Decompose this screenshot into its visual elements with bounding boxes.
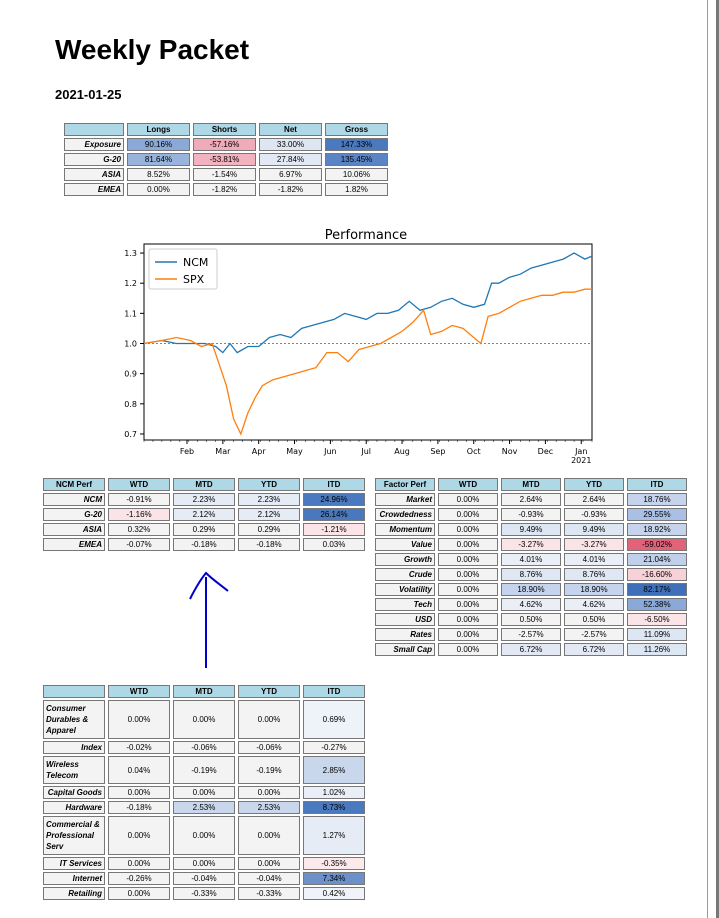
table-cell: 6.97%: [259, 168, 322, 181]
row-label: G-20: [43, 508, 105, 521]
x-tick-label: Feb: [179, 447, 195, 456]
table-cell: -2.57%: [564, 628, 624, 641]
performance-chart: [100, 224, 600, 469]
table-cell: -0.07%: [108, 538, 170, 551]
sector-table: [40, 683, 368, 902]
table-cell: 2.12%: [173, 508, 235, 521]
table-cell: 29.55%: [627, 508, 687, 521]
table-cell: 82.17%: [627, 583, 687, 596]
table-cell: 0.00%: [108, 857, 170, 870]
table-cell: 147.33%: [325, 138, 388, 151]
table-cell: -1.54%: [193, 168, 256, 181]
x-tick-label: Oct: [466, 447, 481, 456]
legend-label: SPX: [183, 273, 205, 286]
table-row: [43, 872, 365, 885]
table-row: [43, 523, 365, 536]
table-cell: 0.00%: [108, 816, 170, 855]
table-cell: 81.64%: [127, 153, 190, 166]
table-row: [375, 568, 687, 581]
row-label: Crude: [375, 568, 435, 581]
table-cell: 11.09%: [627, 628, 687, 641]
table-row: [375, 598, 687, 611]
table-cell: 8.73%: [303, 801, 365, 814]
table-cell: 6.72%: [501, 643, 561, 656]
table-cell: 1.02%: [303, 786, 365, 799]
row-label: Consumer Durables & Apparel: [43, 700, 105, 739]
table-row: [43, 700, 365, 739]
table-cell: 0.32%: [108, 523, 170, 536]
table-cell: 9.49%: [501, 523, 561, 536]
table-cell: -0.04%: [238, 872, 300, 885]
table-cell: 0.00%: [238, 816, 300, 855]
table-row: [43, 786, 365, 799]
column-header: Longs: [127, 123, 190, 136]
column-header: YTD: [564, 478, 624, 491]
table-row: [375, 553, 687, 566]
row-label: Small Cap: [375, 643, 435, 656]
table-header-row: [375, 478, 687, 491]
table-row: [43, 801, 365, 814]
table-cell: 10.06%: [325, 168, 388, 181]
table-header-row: [43, 478, 365, 491]
table-cell: -0.02%: [108, 741, 170, 754]
column-header: ITD: [627, 478, 687, 491]
table-cell: -0.06%: [238, 741, 300, 754]
table-cell: 2.64%: [564, 493, 624, 506]
table-cell: 0.00%: [108, 786, 170, 799]
table-cell: 0.00%: [438, 523, 498, 536]
table-cell: 2.12%: [238, 508, 300, 521]
row-label: Crowdedness: [375, 508, 435, 521]
table-cell: -57.16%: [193, 138, 256, 151]
x-tick-label: Apr: [251, 447, 266, 456]
table-cell: -0.33%: [173, 887, 235, 900]
table-row: [43, 741, 365, 754]
row-label: USD: [375, 613, 435, 626]
table-cell: -0.26%: [108, 872, 170, 885]
table-cell: 52.38%: [627, 598, 687, 611]
row-label: Internet: [43, 872, 105, 885]
table-cell: 0.00%: [438, 583, 498, 596]
table-cell: -59.02%: [627, 538, 687, 551]
table-cell: 2.64%: [501, 493, 561, 506]
table-row: [64, 138, 388, 151]
table-cell: 1.27%: [303, 816, 365, 855]
y-tick-label: 1.0: [124, 339, 137, 349]
x-tick-label: 2021: [571, 456, 592, 465]
table-cell: 0.00%: [127, 183, 190, 196]
table-cell: 26.14%: [303, 508, 365, 521]
table-cell: -3.27%: [501, 538, 561, 551]
row-label: EMEA: [64, 183, 124, 196]
table-cell: -1.82%: [259, 183, 322, 196]
row-label: Hardware: [43, 801, 105, 814]
table-cell: 8.76%: [564, 568, 624, 581]
table-cell: 2.85%: [303, 756, 365, 784]
table-cell: 0.03%: [303, 538, 365, 551]
table-cell: 8.76%: [501, 568, 561, 581]
x-tick-label: Aug: [394, 447, 410, 456]
table-row: [375, 613, 687, 626]
table-cell: 4.01%: [501, 553, 561, 566]
row-label: Volatility: [375, 583, 435, 596]
ncm-perf-table: [40, 476, 368, 553]
table-cell: 0.00%: [438, 598, 498, 611]
table-cell: 1.82%: [325, 183, 388, 196]
column-header: ITD: [303, 478, 365, 491]
table-cell: 6.72%: [564, 643, 624, 656]
table-cell: -0.19%: [173, 756, 235, 784]
row-label: Wireless Telecom: [43, 756, 105, 784]
row-label: Retailing: [43, 887, 105, 900]
column-header: WTD: [108, 478, 170, 491]
row-label: Momentum: [375, 523, 435, 536]
table-corner: Factor Perf: [375, 478, 435, 491]
table-row: [375, 643, 687, 656]
table-cell: 135.45%: [325, 153, 388, 166]
table-row: [375, 523, 687, 536]
table-header-row: [43, 685, 365, 698]
row-label: Capital Goods: [43, 786, 105, 799]
table-cell: -0.27%: [303, 741, 365, 754]
table-corner: [43, 685, 105, 698]
table-cell: 18.90%: [564, 583, 624, 596]
column-header: MTD: [501, 478, 561, 491]
table-cell: 0.00%: [438, 643, 498, 656]
table-cell: -0.91%: [108, 493, 170, 506]
x-tick-label: Dec: [537, 447, 554, 456]
table-cell: -0.35%: [303, 857, 365, 870]
table-corner: [64, 123, 124, 136]
table-cell: -0.18%: [173, 538, 235, 551]
table-cell: -6.50%: [627, 613, 687, 626]
series-line-spx: [144, 289, 592, 434]
table-cell: 0.00%: [238, 857, 300, 870]
table-cell: 0.00%: [438, 568, 498, 581]
column-header: WTD: [438, 478, 498, 491]
hand-drawn-arrow-up-icon: [170, 565, 240, 675]
table-cell: -1.21%: [303, 523, 365, 536]
exposure-table: [61, 121, 391, 198]
table-cell: 2.23%: [238, 493, 300, 506]
table-cell: 0.00%: [438, 493, 498, 506]
table-cell: 4.01%: [564, 553, 624, 566]
x-tick-label: Jan: [575, 447, 588, 456]
table-cell: 18.90%: [501, 583, 561, 596]
table-row: [64, 168, 388, 181]
table-cell: -1.82%: [193, 183, 256, 196]
table-cell: 33.00%: [259, 138, 322, 151]
page-title: Weekly Packet: [55, 34, 250, 65]
table-row: [43, 538, 365, 551]
table-row: [375, 508, 687, 521]
table-row: [375, 628, 687, 641]
row-label: Value: [375, 538, 435, 551]
row-label: Index: [43, 741, 105, 754]
table-row: [64, 153, 388, 166]
report-date: 2021-01-25: [55, 87, 122, 102]
table-cell: 4.62%: [564, 598, 624, 611]
x-tick-label: Nov: [501, 447, 518, 456]
column-header: YTD: [238, 685, 300, 698]
table-row: [43, 493, 365, 506]
row-label: Tech: [375, 598, 435, 611]
table-cell: 0.00%: [438, 613, 498, 626]
table-cell: 0.29%: [173, 523, 235, 536]
table-cell: 4.62%: [501, 598, 561, 611]
y-tick-label: 1.1: [124, 309, 137, 319]
table-row: [43, 756, 365, 784]
performance-chart-svg: [100, 224, 600, 469]
table-cell: -53.81%: [193, 153, 256, 166]
table-cell: 27.84%: [259, 153, 322, 166]
y-tick-label: 1.3: [124, 249, 137, 259]
table-cell: 0.50%: [501, 613, 561, 626]
table-cell: -3.27%: [564, 538, 624, 551]
table-cell: 8.52%: [127, 168, 190, 181]
table-cell: 0.00%: [238, 700, 300, 739]
table-row: [375, 493, 687, 506]
table-cell: 11.26%: [627, 643, 687, 656]
legend-label: NCM: [183, 256, 209, 269]
table-cell: 0.29%: [238, 523, 300, 536]
table-cell: 0.00%: [173, 816, 235, 855]
factor-perf-table: [372, 476, 690, 658]
row-label: IT Services: [43, 857, 105, 870]
table-cell: 0.00%: [438, 508, 498, 521]
column-header: YTD: [238, 478, 300, 491]
table-cell: 0.00%: [438, 538, 498, 551]
table-cell: -0.19%: [238, 756, 300, 784]
table-cell: 0.00%: [438, 553, 498, 566]
table-cell: 0.00%: [173, 857, 235, 870]
table-cell: 0.69%: [303, 700, 365, 739]
table-corner: NCM Perf: [43, 478, 105, 491]
column-header: ITD: [303, 685, 365, 698]
table-cell: -0.93%: [564, 508, 624, 521]
table-cell: 7.34%: [303, 872, 365, 885]
table-row: [43, 816, 365, 855]
table-cell: 0.50%: [564, 613, 624, 626]
row-label: ASIA: [64, 168, 124, 181]
x-tick-label: Jun: [324, 447, 337, 456]
column-header: WTD: [108, 685, 170, 698]
table-cell: 2.53%: [238, 801, 300, 814]
x-tick-label: Sep: [430, 447, 446, 456]
table-cell: -16.60%: [627, 568, 687, 581]
table-cell: -1.16%: [108, 508, 170, 521]
row-label: Rates: [375, 628, 435, 641]
table-cell: -0.04%: [173, 872, 235, 885]
row-label: Market: [375, 493, 435, 506]
row-label: NCM: [43, 493, 105, 506]
chart-title: Performance: [324, 228, 408, 243]
table-row: [64, 183, 388, 196]
table-cell: 0.00%: [438, 628, 498, 641]
table-cell: 0.00%: [173, 786, 235, 799]
table-cell: 9.49%: [564, 523, 624, 536]
table-cell: -0.06%: [173, 741, 235, 754]
column-header: MTD: [173, 478, 235, 491]
table-cell: 0.00%: [108, 700, 170, 739]
y-tick-label: 1.2: [124, 279, 137, 289]
table-cell: -0.18%: [108, 801, 170, 814]
table-cell: -0.93%: [501, 508, 561, 521]
table-cell: 0.42%: [303, 887, 365, 900]
row-label: Growth: [375, 553, 435, 566]
column-header: Net: [259, 123, 322, 136]
table-cell: 0.00%: [108, 887, 170, 900]
table-cell: 0.04%: [108, 756, 170, 784]
x-tick-label: Jul: [361, 447, 372, 456]
table-header-row: [64, 123, 388, 136]
table-cell: 0.00%: [173, 700, 235, 739]
table-cell: 90.16%: [127, 138, 190, 151]
table-cell: 21.04%: [627, 553, 687, 566]
table-cell: -0.18%: [238, 538, 300, 551]
table-cell: 2.23%: [173, 493, 235, 506]
table-cell: 24.96%: [303, 493, 365, 506]
row-label: Commercial & Professional Serv: [43, 816, 105, 855]
table-cell: 0.00%: [238, 786, 300, 799]
y-tick-label: 0.9: [124, 369, 137, 379]
table-row: [43, 508, 365, 521]
column-header: Shorts: [193, 123, 256, 136]
table-cell: 18.92%: [627, 523, 687, 536]
table-cell: 18.76%: [627, 493, 687, 506]
column-header: Gross: [325, 123, 388, 136]
row-label: EMEA: [43, 538, 105, 551]
table-row: [375, 583, 687, 596]
table-cell: -0.33%: [238, 887, 300, 900]
y-tick-label: 0.7: [124, 429, 137, 439]
table-row: [43, 887, 365, 900]
row-label: G-20: [64, 153, 124, 166]
table-row: [375, 538, 687, 551]
column-header: MTD: [173, 685, 235, 698]
x-tick-label: Mar: [215, 447, 231, 456]
row-label: Exposure: [64, 138, 124, 151]
y-tick-label: 0.8: [124, 399, 137, 409]
page-edge: [707, 0, 708, 918]
table-cell: -2.57%: [501, 628, 561, 641]
table-row: [43, 857, 365, 870]
x-tick-label: May: [286, 447, 303, 456]
row-label: ASIA: [43, 523, 105, 536]
table-cell: 2.53%: [173, 801, 235, 814]
